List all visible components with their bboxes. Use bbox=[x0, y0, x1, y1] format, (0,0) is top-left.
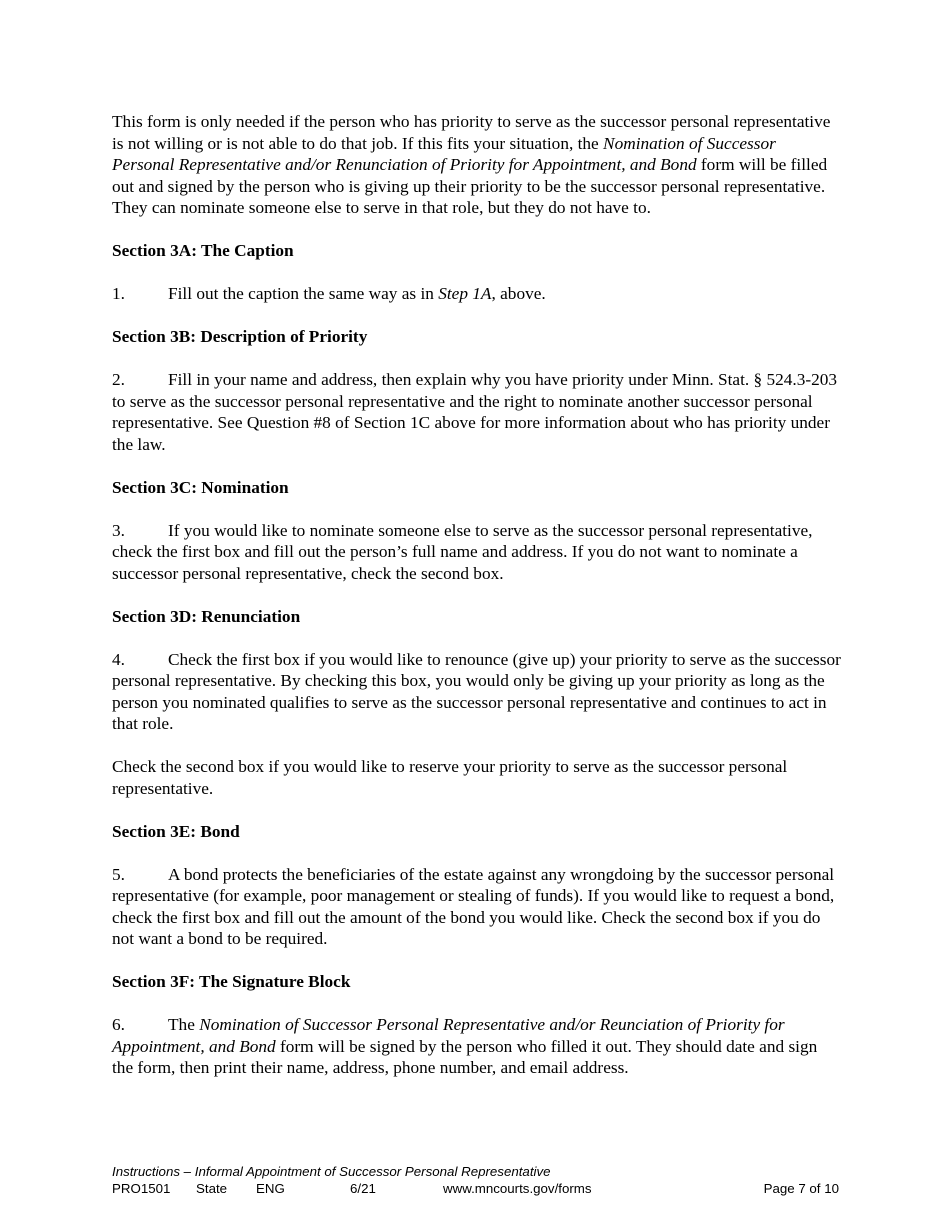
document-body bbox=[112, 111, 842, 1079]
section-3e-heading: Section 3E: Bond bbox=[112, 821, 240, 841]
footer-scope: State bbox=[196, 1181, 228, 1196]
section-3f-heading: Section 3F: The Signature Block bbox=[112, 972, 351, 991]
section-3a-heading: Section 3A: The Caption bbox=[112, 241, 294, 260]
section-3e-item-5: 5. A bond protects the beneficiaries of the estate against any wrongdoing by the successor personal representative (for example, poor management or stealing of funds). If you would like to request a bond, check the first box and fill out the amount of the bond you would like. Check the second box if you do not want a bond to be required. bbox=[112, 864, 835, 948]
form-title-reference: Nomination of Successor Personal Representative and/or Renunciation of Priority for Appointment, and Bond bbox=[112, 133, 776, 174]
section-3b-heading: Section 3B: Description of Priority bbox=[112, 327, 368, 346]
footer-language: ENG bbox=[256, 1181, 285, 1196]
section-3d-paragraph-2: Check the second box if you would like to reserve your priority to serve as the successor personal representative. bbox=[112, 757, 788, 798]
section-3d-item-4: 4. Check the first box if you would like to renounce (give up) your priority to serve as the successor personal representative. By checking this box, you would only be giving up your priority as long as the person you nominated qualifies to serve as the successor personal representative and continues to act in that role. bbox=[112, 649, 841, 733]
footer-date: 6/21 bbox=[350, 1181, 376, 1196]
section-3c-item-3: 3. If you would like to nominate someone else to serve as the successor personal representative, check the first box and fill out the person’s full name and address. If you do not want to nominate a successor personal representative, check the second box. bbox=[112, 520, 813, 583]
section-3c-heading: Section 3C: Nomination bbox=[112, 477, 289, 497]
section-3f-item-6: 6. The Nomination of Successor Personal Representative and/or Reunciation of Priority for Appointment, and Bond form will be signed by the person who filled it out. They should date and sign the form, then print their name, address, phone number, and email address. bbox=[112, 1015, 818, 1077]
intro-paragraph: This form is only needed if the person who has priority to serve as the successor personal representative is not willing or is not able to do that job. If this fits your situation, the Nomination of Successor Personal Representative and/or Renunciation of Priority for Appointment, and Bond form will be filled out and signed by the person who is giving up their priority to be the successor personal representative. They can nominate someone else to serve in that role, but they do not have to. bbox=[112, 112, 831, 217]
footer-form-code: PRO1501 bbox=[112, 1181, 171, 1196]
section-3d-heading: Section 3D: Renunciation bbox=[112, 606, 301, 626]
footer-title: Instructions – Informal Appointment of Successor Personal Representative bbox=[112, 1164, 551, 1179]
page-footer bbox=[112, 1163, 839, 1197]
footer-meta-row bbox=[112, 1180, 839, 1197]
section-3b-item-2: 2. Fill in your name and address, then explain why you have priority under Minn. Stat. § 524.3-203 to serve as the successor personal representative and the right to nominate another successor personal representative. See Question #8 of Section 1C above for more information about who has priority under the law. bbox=[112, 370, 838, 454]
page-number: Page 7 of 10 bbox=[763, 1181, 839, 1196]
section-3a-item-1: 1. Fill out the caption the same way as in Step 1A, above. bbox=[112, 284, 546, 303]
footer-url: www.mncourts.gov/forms bbox=[443, 1181, 592, 1196]
